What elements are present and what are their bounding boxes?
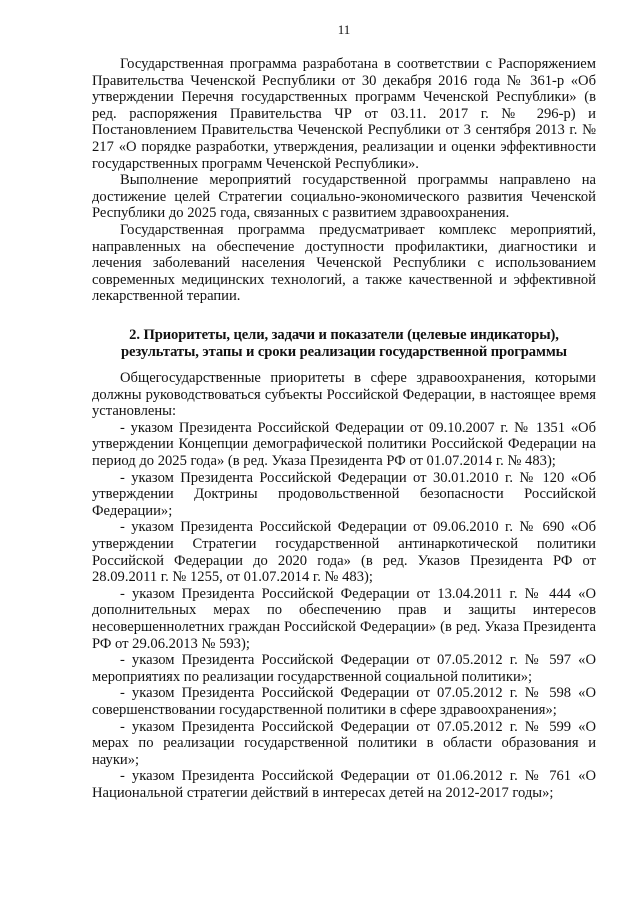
document-page <box>92 22 596 802</box>
priorities-intro-paragraph: Общегосударственные приоритеты в сфере здравоохранения, которыми должны руководствоваться субъекты Российской Федерации, в настоящее время установлены: <box>92 370 596 420</box>
intro-paragraph-strategy-goals: Выполнение мероприятий государственной программы направлено на достижение целей Стратегии социально-экономического развития Чеченской Республики до 2025 года, связанных с развитием здравоохранения. <box>92 172 596 222</box>
list-item-decree-598: - указом Президента Российской Федерации от 07.05.2012 г. № 598 «О совершенствовании государственной политики в сфере здравоохранения»; <box>92 685 596 718</box>
list-item-decree-1351: - указом Президента Российской Федерации от 09.10.2007 г. № 1351 «Об утверждении Концепции демографической политики Российской Федерации на период до 2025 года» (в ред. Указа Президента РФ от 01.07.2014 г. № 483); <box>92 419 596 470</box>
list-item-decree-444: - указом Президента Российской Федерации от 13.04.2011 г. № 444 «О дополнительных мерах по обеспечению прав и защиты интересов несовершеннолетних граждан Российской Федерации» (в ред. Указа Президента РФ от 29.06.2013 № 593); <box>92 585 596 652</box>
intro-paragraph-measures: Государственная программа предусматривает комплекс мероприятий, направленных на обеспечение доступности профилактики, диагностики и лечения заболеваний населения Чеченской Республики с использованием современных медицинских технологий, а также качественной и эффективной лекарственной терапии. <box>92 221 596 305</box>
page-number: 11 <box>337 22 351 37</box>
section-heading <box>92 327 596 360</box>
list-item-decree-120: - указом Президента Российской Федерации от 30.01.2010 г. № 120 «Об утверждении Доктрины продовольственной безопасности Российской Федерации»; <box>92 469 596 519</box>
list-item-decree-690: - указом Президента Российской Федерации от 09.06.2010 г. № 690 «Об утверждении Стратегии государственной антинаркотической политики Российской Федерации до 2020 года» (в ред. Указов Президента РФ от 28.09.2011 г. № 1255, от 01.07.2014 г. № 483); <box>92 519 596 586</box>
intro-paragraph-program-basis: Государственная программа разработана в соответствии с Распоряжением Правительства Чеченской Республики от 30 декабря 2016 года № 361-р «Об утверждении Перечня государственных программ Чеченской Республики» (в ред. распоряжения Правительства ЧР от 03.11. 2017 г. № 296-р) и Постановлением Правительства Чеченской Республики от 3 сентября 2013 г. № 217 «О порядке разработки, утверждения, реализации и оценки эффективности государственных программ Чеченской Республики». <box>92 56 596 172</box>
list-item-decree-597: - указом Президента Российской Федерации от 07.05.2012 г. № 597 «О мероприятиях по реализации государственной социальной политики»; <box>92 652 596 685</box>
list-item-decree-599: - указом Президента Российской Федерации от 07.05.2012 г. № 599 «О мерах по реализации государственной политики в области образования и науки»; <box>92 718 596 768</box>
list-item-decree-761: - указом Президента Российской Федерации от 01.06.2012 г. № 761 «О Национальной стратегии действий в интересах детей на 2012-2017 годы»; <box>92 768 596 801</box>
section-heading-line-2: результаты, этапы и сроки реализации государственной программы <box>121 343 567 360</box>
section-heading-line-1: 2. Приоритеты, цели, задачи и показатели (целевые индикаторы), <box>129 326 559 343</box>
